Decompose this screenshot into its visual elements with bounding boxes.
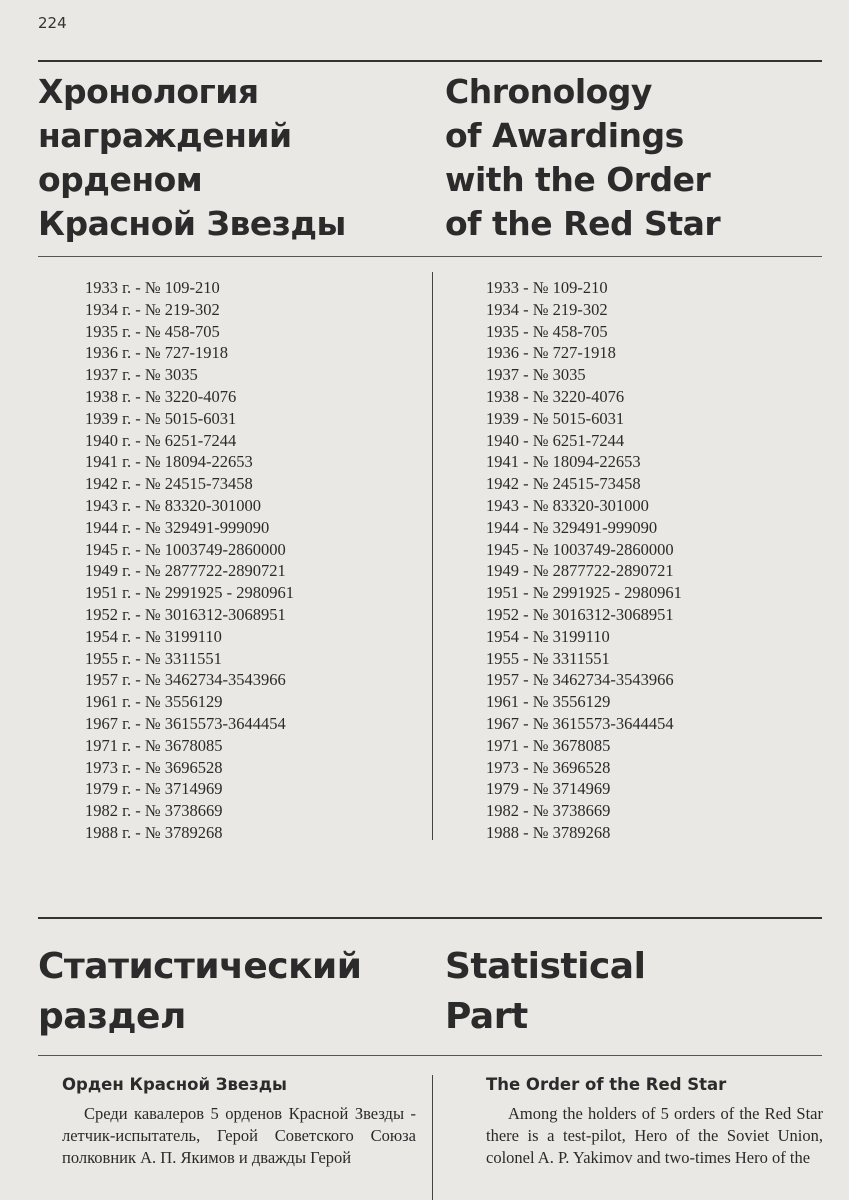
list-item: 1952 г. - № 3016312-3068951	[85, 604, 286, 624]
list-item: 1936 г. - № 727-1918	[85, 343, 229, 363]
list-item: 1982 - № 3738669	[486, 801, 611, 821]
top-rule	[38, 60, 822, 62]
chronology-title-en-line: Chronology	[445, 72, 652, 111]
list-item: 1952 - № 3016312-3068951	[486, 604, 674, 624]
chronology-title-en-line: with the Order	[445, 160, 711, 199]
section-rule	[38, 917, 822, 919]
list-item: 1979 г. - № 3714969	[85, 779, 223, 799]
chronology-title-ru-line: орденом	[38, 160, 203, 199]
list-item: 1939 г. - № 5015-6031	[85, 408, 237, 428]
list-item: 1951 г. - № 2991925 - 2980961	[85, 583, 295, 603]
page-number: 224	[38, 14, 67, 32]
list-item: 1988 - № 3789268	[486, 822, 611, 842]
list-item: 1936 - № 727-1918	[486, 343, 616, 363]
list-item: 1941 - № 18094-22653	[486, 452, 641, 472]
list-item: 1935 - № 458-705	[486, 321, 608, 341]
column-divider	[432, 1075, 433, 1200]
list-item: 1938 г. - № 3220-4076	[85, 386, 237, 406]
list-item: 1949 г. - № 2877722-2890721	[85, 561, 286, 581]
list-item: 1942 г. - № 24515-73458	[85, 474, 253, 494]
chronology-rule	[38, 256, 822, 257]
list-item: 1955 - № 3311551	[486, 648, 610, 668]
list-item: 1943 г. - № 83320-301000	[85, 495, 262, 515]
list-item: 1973 - № 3696528	[486, 757, 611, 777]
chronology-title-ru-line: Красной Звезды	[38, 204, 346, 243]
list-item: 1943 - № 83320-301000	[486, 495, 649, 515]
list-item: 1961 г. - № 3556129	[85, 692, 223, 712]
chronology-title-en-line: of the Red Star	[445, 204, 721, 243]
statistics-subhead-ru: Орден Красной Звезды	[62, 1075, 287, 1094]
statistics-title-en-line: Statistical	[445, 946, 646, 987]
list-item: 1945 - № 1003749-2860000	[486, 539, 674, 559]
list-item: 1937 - № 3035	[486, 365, 586, 385]
list-item: 1967 г. - № 3615573-3644454	[85, 713, 286, 733]
list-item: 1957 - № 3462734-3543966	[486, 670, 674, 690]
list-item: 1955 г. - № 3311551	[85, 648, 222, 668]
statistics-rule	[38, 1055, 822, 1056]
chronology-title-ru	[38, 70, 428, 246]
list-item: 1971 г. - № 3678085	[85, 735, 223, 755]
list-item: 1934 - № 219-302	[486, 299, 608, 319]
list-item: 1945 г. - № 1003749-2860000	[85, 539, 286, 559]
list-item: 1954 г. - № 3199110	[85, 626, 222, 646]
list-item: 1973 г. - № 3696528	[85, 757, 223, 777]
list-item: 1935 г. - № 458-705	[85, 321, 220, 341]
list-item: 1954 - № 3199110	[486, 626, 610, 646]
list-item: 1941 г. - № 18094-22653	[85, 452, 253, 472]
list-item: 1988 г. - № 3789268	[85, 822, 223, 842]
chronology-list-en	[486, 277, 682, 844]
chronology-title-en-line: of Awardings	[445, 116, 684, 155]
statistics-title-en-line: Part	[445, 996, 528, 1037]
list-item: 1982 г. - № 3738669	[85, 801, 223, 821]
list-item: 1939 - № 5015-6031	[486, 408, 625, 428]
list-item: 1933 г. - № 109-210	[85, 278, 220, 297]
list-item: 1938 - № 3220-4076	[486, 386, 625, 406]
list-item: 1949 - № 2877722-2890721	[486, 561, 674, 581]
column-divider	[432, 272, 433, 840]
list-item: 1961 - № 3556129	[486, 692, 611, 712]
statistics-title-ru	[38, 942, 428, 1042]
chronology-title-en	[445, 70, 825, 246]
list-item: 1944 - № 329491-999090	[486, 517, 658, 537]
list-item: 1940 - № 6251-7244	[486, 430, 625, 450]
list-item: 1942 - № 24515-73458	[486, 474, 641, 494]
list-item: 1951 - № 2991925 - 2980961	[486, 583, 682, 603]
list-item: 1933 - № 109-210	[486, 278, 608, 297]
statistics-title-ru-line: Статистический	[38, 946, 362, 987]
statistics-subhead-en: The Order of the Red Star	[486, 1075, 727, 1094]
statistics-title-ru-line: раздел	[38, 996, 186, 1037]
chronology-list-ru	[85, 277, 294, 844]
statistics-text-ru: Среди кавалеров 5 орденов Красной Звезды - летчик-испытатель, Герой Советского Союза полковник А. П. Якимов и дважды Герой	[62, 1104, 416, 1167]
list-item: 1937 г. - № 3035	[85, 365, 198, 385]
list-item: 1967 - № 3615573-3644454	[486, 713, 674, 733]
list-item: 1940 г. - № 6251-7244	[85, 430, 237, 450]
list-item: 1979 - № 3714969	[486, 779, 611, 799]
statistics-text-en: Among the holders of 5 orders of the Red Star there is a test-pilot, Hero of the Soviet Union, colonel A. P. Yakimov and two-times Hero of the	[486, 1104, 823, 1167]
list-item: 1957 г. - № 3462734-3543966	[85, 670, 286, 690]
list-item: 1944 г. - № 329491-999090	[85, 517, 270, 537]
chronology-title-ru-line: награждений	[38, 116, 292, 155]
chronology-title-ru-line: Хронология	[38, 72, 259, 111]
statistics-title-en	[445, 942, 825, 1042]
list-item: 1934 г. - № 219-302	[85, 299, 220, 319]
list-item: 1971 - № 3678085	[486, 735, 611, 755]
